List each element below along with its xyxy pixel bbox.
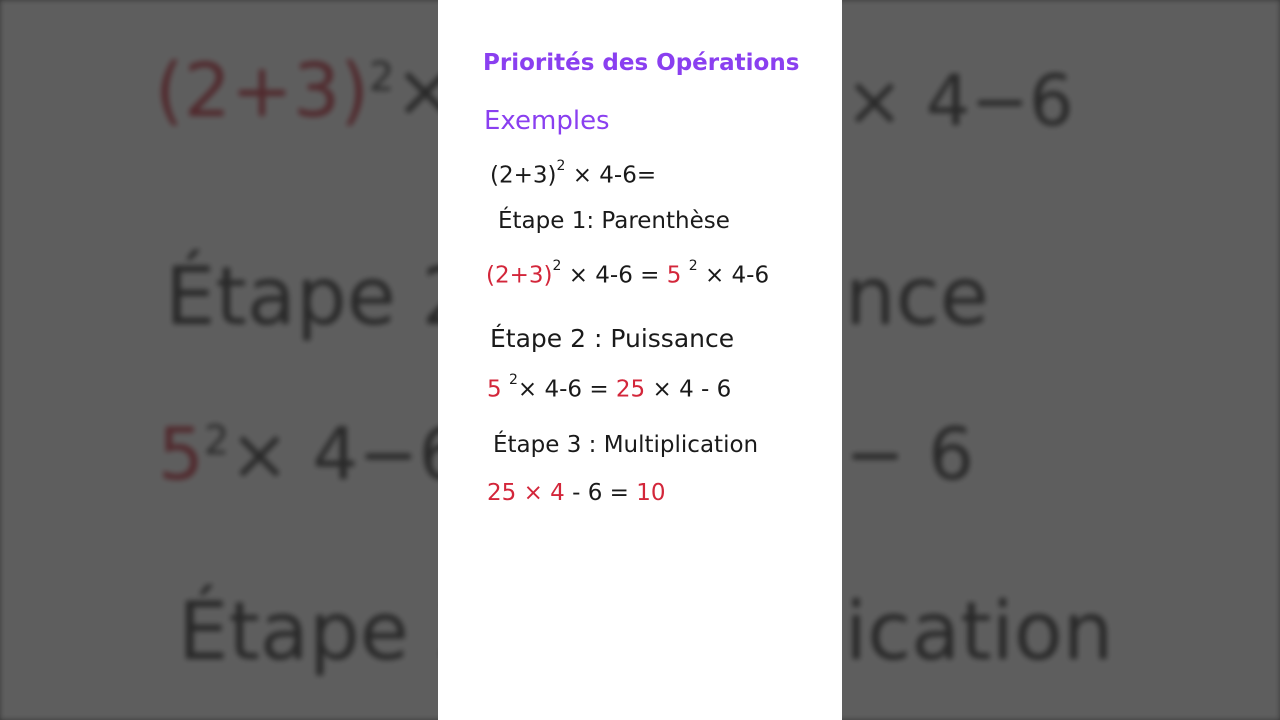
step1-label: Étape 1: Parenthèse — [498, 208, 730, 234]
step3-calc: 25 × 4 - 6 = 10 — [487, 480, 666, 506]
page-title: Priorités des Opérations — [483, 50, 800, 76]
step1-calc: $(2+3)^2 \times 4-6 = 5$ $^2$ × 4-6 — [486, 258, 770, 289]
content-panel — [438, 0, 842, 720]
step3-label: Étape 3 : Multiplication — [493, 432, 759, 458]
step2-label: Étape 2 : Puissance — [490, 324, 735, 353]
step2-calc: 5 $^2$× 4-6 = 25 × 4 - 6 — [487, 372, 732, 403]
example-expression: $(2+3)^2 \times 4-6=$ — [490, 158, 657, 189]
section-subtitle: Exemples — [484, 106, 610, 136]
